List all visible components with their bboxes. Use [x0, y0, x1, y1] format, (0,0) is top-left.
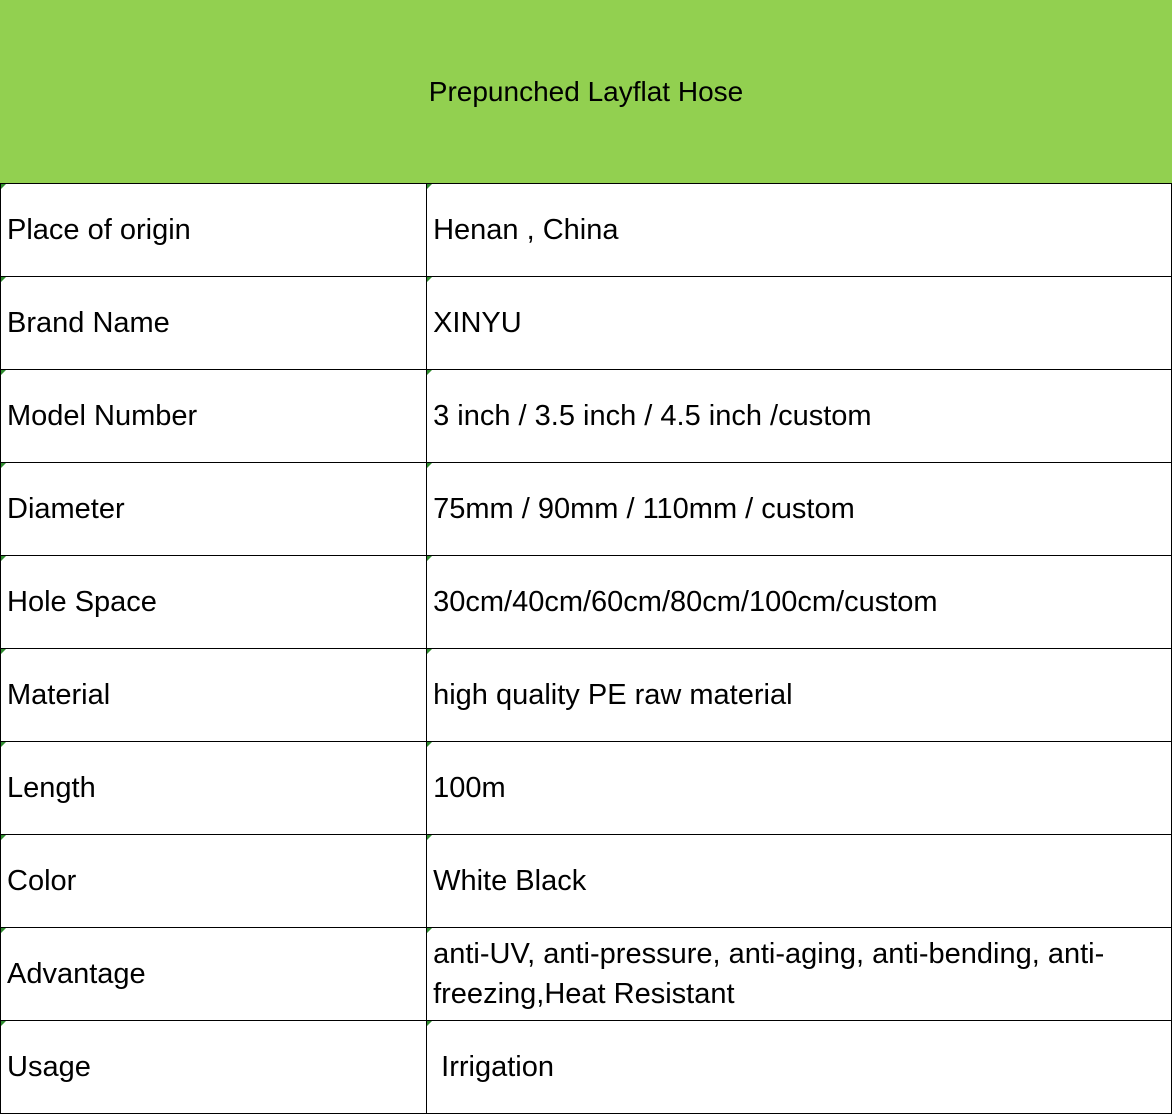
row-value: 100m	[427, 742, 1172, 835]
row-label: Material	[1, 649, 427, 742]
cell-corner-marker	[427, 649, 432, 654]
table-row-place-of-origin	[1, 184, 1172, 277]
cell-corner-marker	[1, 835, 6, 840]
cell-corner-marker	[1, 742, 6, 747]
row-label: Brand Name	[1, 277, 427, 370]
table-row-diameter	[1, 463, 1172, 556]
row-value: White Black	[427, 835, 1172, 928]
cell-corner-marker	[1, 184, 6, 189]
cell-corner-marker	[427, 556, 432, 561]
table-row-advantage	[1, 928, 1172, 1021]
cell-corner-marker	[427, 277, 432, 282]
row-value: 75mm / 90mm / 110mm / custom	[427, 463, 1172, 556]
row-value: high quality PE raw material	[427, 649, 1172, 742]
table-title: Prepunched Layflat Hose	[1, 1, 1172, 184]
row-label: Hole Space	[1, 556, 427, 649]
cell-corner-marker	[427, 1021, 432, 1026]
table-row-color	[1, 835, 1172, 928]
cell-corner-marker	[427, 742, 432, 747]
cell-corner-marker	[427, 835, 432, 840]
row-value: Irrigation	[427, 1021, 1172, 1114]
row-label: Length	[1, 742, 427, 835]
cell-corner-marker	[1, 1021, 6, 1026]
row-label: Diameter	[1, 463, 427, 556]
table-row-length	[1, 742, 1172, 835]
table-row-usage	[1, 1021, 1172, 1114]
row-value: Henan , China	[427, 184, 1172, 277]
cell-corner-marker	[1, 928, 6, 933]
row-label: Advantage	[1, 928, 427, 1021]
cell-corner-marker	[427, 928, 432, 933]
cell-corner-marker	[427, 184, 432, 189]
table-row-brand-name	[1, 277, 1172, 370]
row-label: Place of origin	[1, 184, 427, 277]
cell-corner-marker	[1, 463, 6, 468]
cell-corner-marker	[1, 277, 6, 282]
table-row-hole-space	[1, 556, 1172, 649]
cell-corner-marker	[1, 370, 6, 375]
row-value: 30cm/40cm/60cm/80cm/100cm/custom	[427, 556, 1172, 649]
table-row-model-number	[1, 370, 1172, 463]
cell-corner-marker	[427, 370, 432, 375]
cell-corner-marker	[1, 556, 6, 561]
row-label: Model Number	[1, 370, 427, 463]
cell-corner-marker	[427, 463, 432, 468]
row-value: XINYU	[427, 277, 1172, 370]
table-header-row	[1, 1, 1172, 184]
row-value: anti-UV, anti-pressure, anti-aging, anti-bending, anti-freezing,Heat Resistant	[427, 928, 1172, 1021]
row-label: Usage	[1, 1021, 427, 1114]
row-value: 3 inch / 3.5 inch / 4.5 inch /custom	[427, 370, 1172, 463]
cell-corner-marker	[1, 649, 6, 654]
table-row-material	[1, 649, 1172, 742]
row-label: Color	[1, 835, 427, 928]
